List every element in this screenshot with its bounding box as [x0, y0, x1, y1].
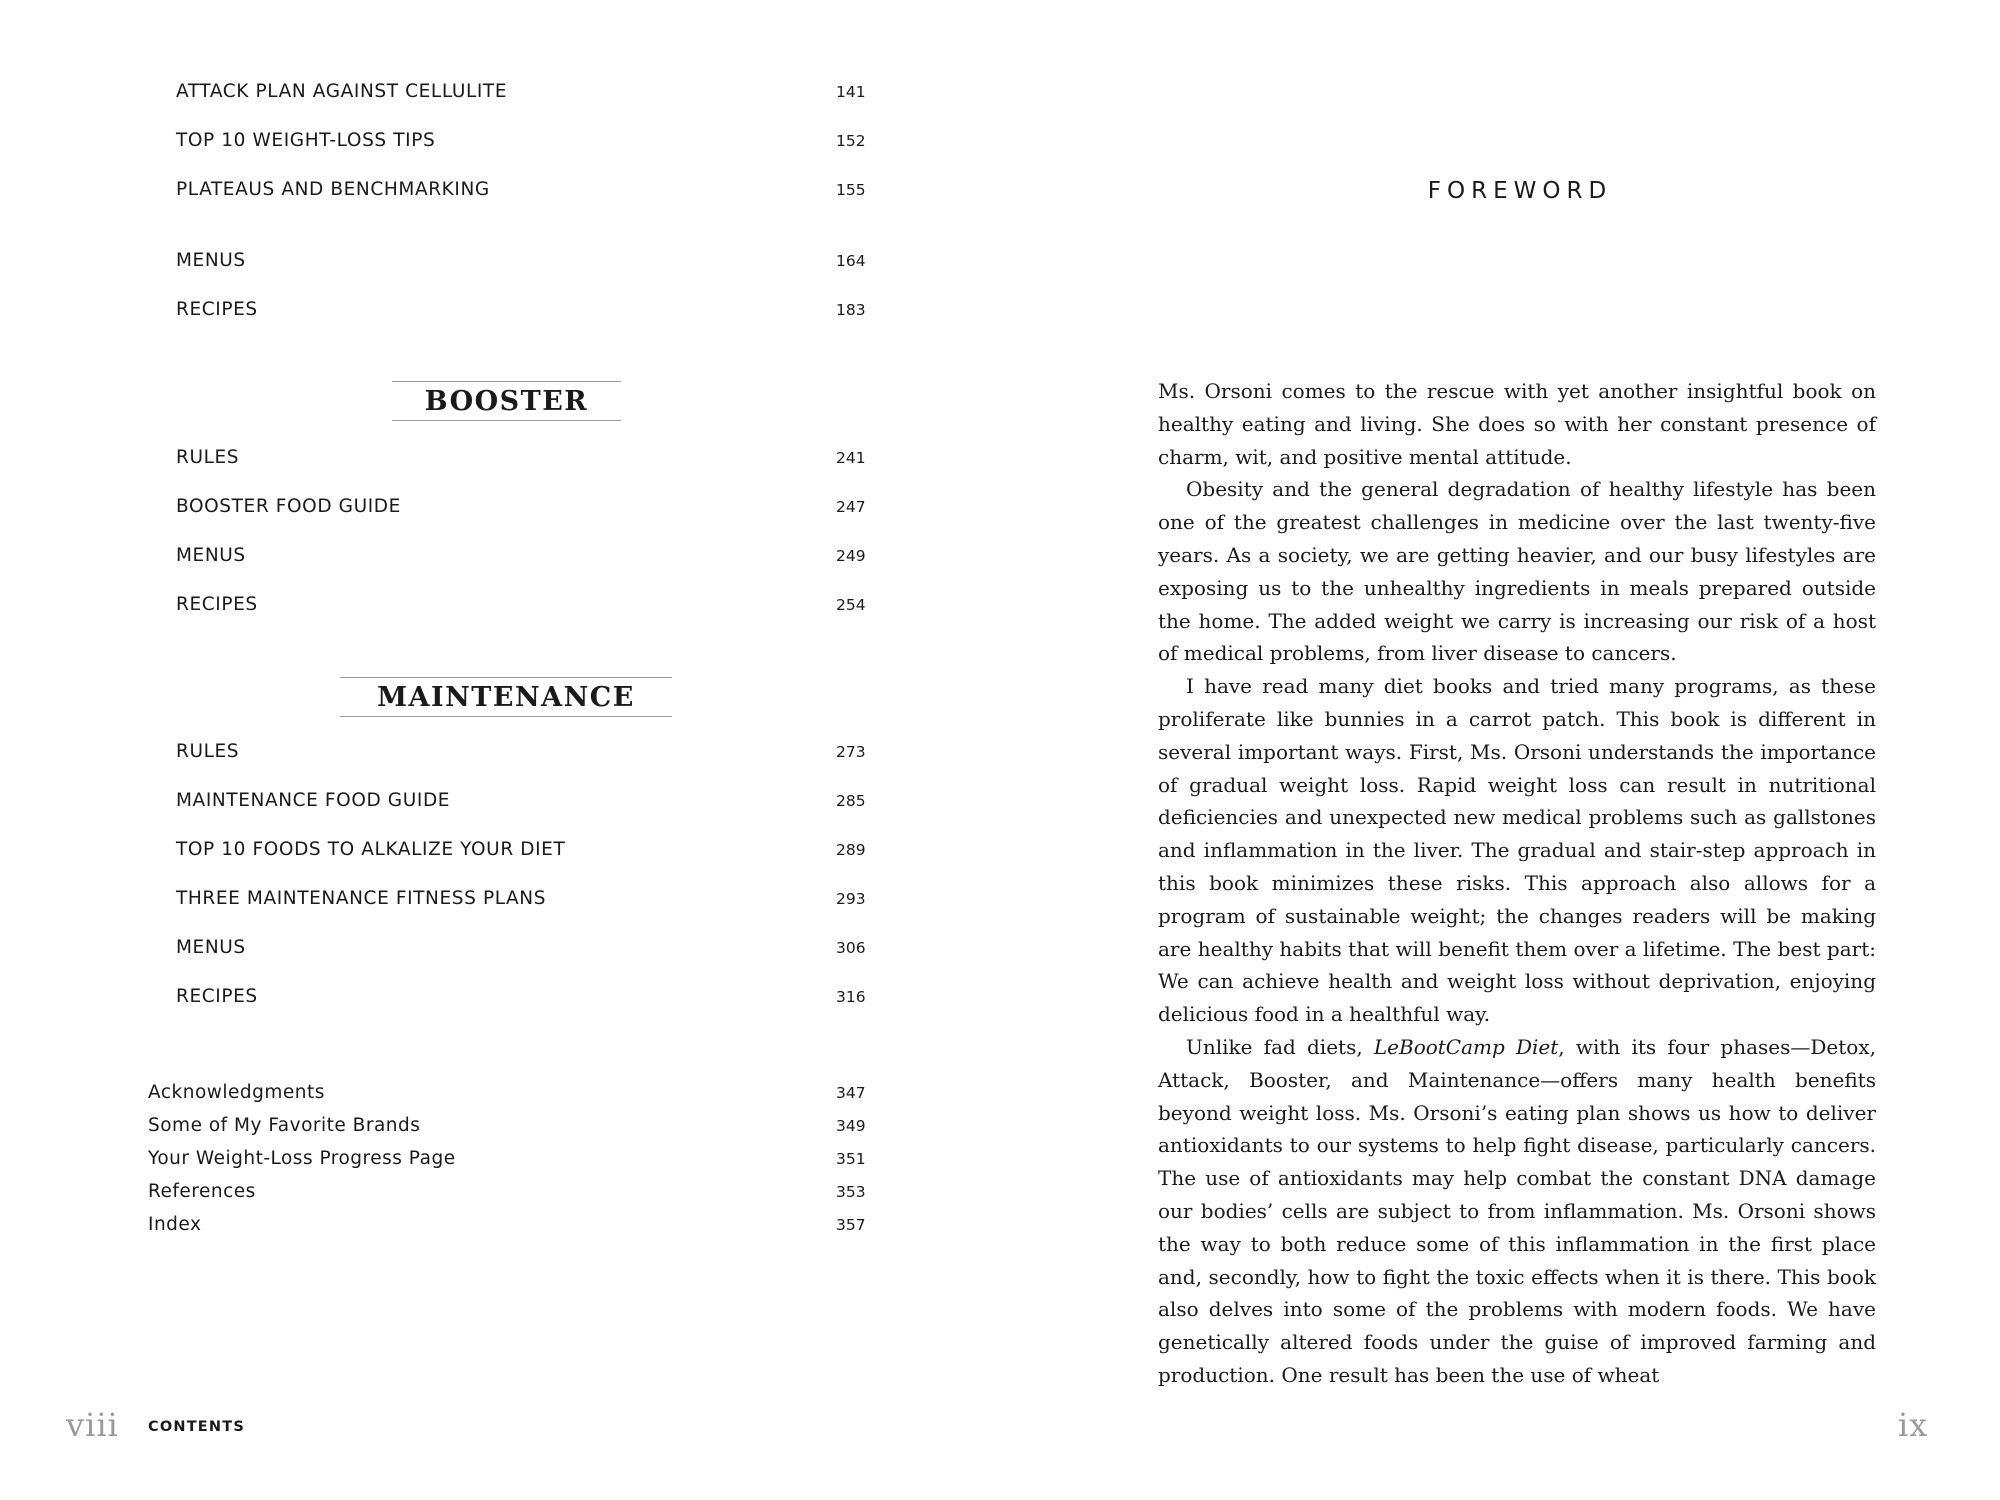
toc-entry-page: 347 [836, 1084, 866, 1102]
foreword-title: FOREWORD [1427, 178, 1613, 204]
toc-entry-page: 183 [836, 301, 866, 319]
running-head: CONTENTS [148, 1419, 245, 1435]
toc-entry-label: RECIPES [176, 986, 258, 1007]
toc-entry-page: 241 [836, 449, 866, 467]
toc-entry-page: 164 [836, 252, 866, 270]
toc-back-entry[interactable] [0, 1144, 1000, 1174]
toc-back-entry[interactable] [0, 1177, 1000, 1207]
section-heading-maintenance: MAINTENANCE [340, 677, 672, 717]
toc-entry-page: 152 [836, 132, 866, 150]
text-run: , with its four phases—Detox, Attack, Booster, and Maintenance—offers many health benefits beyond weight loss. Ms. Orsoni’s eating plan shows us how to deliver antioxidants to our systems to help fight disease, particularly cancers. The use of antioxidants may help combat the constant DNA damage our bodies’ cells are subject to from inflammation. Ms. Orsoni shows the way to both reduce some of this inflammation in the first place and, secondly, how to fight the toxic effects when it is there. This book also delves into some of the problems with modern foods. We have genetically altered foods under the guise of improved farming and production. One result has been the use of wheat [1158, 1034, 1876, 1387]
toc-entry[interactable] [0, 246, 1000, 276]
toc-entry[interactable] [0, 590, 1000, 620]
toc-entry-label: THREE MAINTENANCE FITNESS PLANS [176, 888, 547, 909]
toc-entry[interactable] [0, 933, 1000, 963]
paragraph: Obesity and the general degradation of healthy lifestyle has been one of the greatest challenges in medicine over the last twenty-five years. As a society, we are getting heavier, and our busy lifestyles are exposing us to the unhealthy ingredients in meals prepared outside the home. The added weight we carry is increasing our risk of a host of medical problems, from liver disease to cancers. [1158, 477, 1876, 666]
toc-entry-page: 357 [836, 1216, 866, 1234]
toc-entry-page: 289 [836, 841, 866, 859]
paragraph [1158, 1031, 1876, 1392]
toc-entry-label: Index [148, 1214, 202, 1235]
toc-entry[interactable] [0, 884, 1000, 914]
toc-entry-label: TOP 10 FOODS TO ALKALIZE YOUR DIET [176, 839, 566, 860]
book-title-italic: LeBootCamp Diet [1373, 1034, 1559, 1059]
toc-entry-label: References [148, 1181, 256, 1202]
toc-entry[interactable] [0, 737, 1000, 767]
toc-entry-label: PLATEAUS AND BENCHMARKING [176, 179, 490, 200]
toc-entry-page: 249 [836, 547, 866, 565]
toc-entry-page: 316 [836, 988, 866, 1006]
toc-entry-label: Acknowledgments [148, 1082, 325, 1103]
toc-entry-page: 155 [836, 181, 866, 199]
toc-entry-label: RECIPES [176, 299, 258, 320]
toc-back-entry[interactable] [0, 1111, 1000, 1141]
toc-entry-page: 254 [836, 596, 866, 614]
toc-entry-page: 293 [836, 890, 866, 908]
toc-entry-label: MENUS [176, 545, 246, 566]
toc-entry-label: MENUS [176, 250, 246, 271]
toc-entry-label: BOOSTER FOOD GUIDE [176, 496, 401, 517]
toc-entry-label: MENUS [176, 937, 246, 958]
toc-entry[interactable] [0, 492, 1000, 522]
toc-entry[interactable] [0, 175, 1000, 205]
toc-entry-label: Some of My Favorite Brands [148, 1115, 421, 1136]
toc-back-entry[interactable] [0, 1210, 1000, 1240]
toc-entry[interactable] [0, 126, 1000, 156]
toc-entry-label: ATTACK PLAN AGAINST CELLULITE [176, 81, 508, 102]
toc-entry[interactable] [0, 541, 1000, 571]
toc-entry[interactable] [0, 786, 1000, 816]
toc-entry-label: RULES [176, 447, 240, 468]
toc-entry-label: TOP 10 WEIGHT-LOSS TIPS [176, 130, 436, 151]
toc-entry-page: 349 [836, 1117, 866, 1135]
toc-entry[interactable] [0, 982, 1000, 1012]
toc-back-entry[interactable] [0, 1078, 1000, 1108]
toc-entry-page: 247 [836, 498, 866, 516]
toc-entry[interactable] [0, 835, 1000, 865]
toc-entry-page: 351 [836, 1150, 866, 1168]
page-number-right: ix [1898, 1406, 1929, 1444]
section-heading-booster: BOOSTER [392, 381, 621, 421]
text-run: Unlike fad diets, [1186, 1034, 1374, 1059]
foreword-body [1158, 375, 1876, 1392]
toc-entry-page: 306 [836, 939, 866, 957]
toc-entry-label: RECIPES [176, 594, 258, 615]
toc-entry-label: RULES [176, 741, 240, 762]
toc-entry-label: Your Weight-Loss Progress Page [148, 1148, 456, 1169]
paragraph: I have read many diet books and tried many programs, as these proliferate like bunnies in a carrot patch. This book is different in several important ways. First, Ms. Orsoni understands the importance of gradual weight loss. Rapid weight loss can result in nutritional deficiencies and unexpected new medical problems such as gallstones and inflammation in the liver. The gradual and stair-step approach in this book minimizes these risks. This approach also allows for a program of sustainable weight; the changes readers will be making are healthy habits that will benefit them over a lifetime. The best part: We can achieve health and weight loss without deprivation, enjoying delicious food in a healthful way. [1158, 674, 1876, 1027]
toc-entry[interactable] [0, 443, 1000, 473]
paragraph: Ms. Orsoni comes to the rescue with yet another insightful book on healthy eating and living. She does so with her constant presence of charm, wit, and positive mental attitude. [1158, 379, 1876, 469]
toc-entry[interactable] [0, 77, 1000, 107]
toc-entry-page: 141 [836, 83, 866, 101]
page-number-left: viii [66, 1406, 119, 1444]
toc-entry-page: 273 [836, 743, 866, 761]
toc-entry-label: MAINTENANCE FOOD GUIDE [176, 790, 451, 811]
toc-entry[interactable] [0, 295, 1000, 325]
toc-entry-page: 353 [836, 1183, 866, 1201]
toc-entry-page: 285 [836, 792, 866, 810]
